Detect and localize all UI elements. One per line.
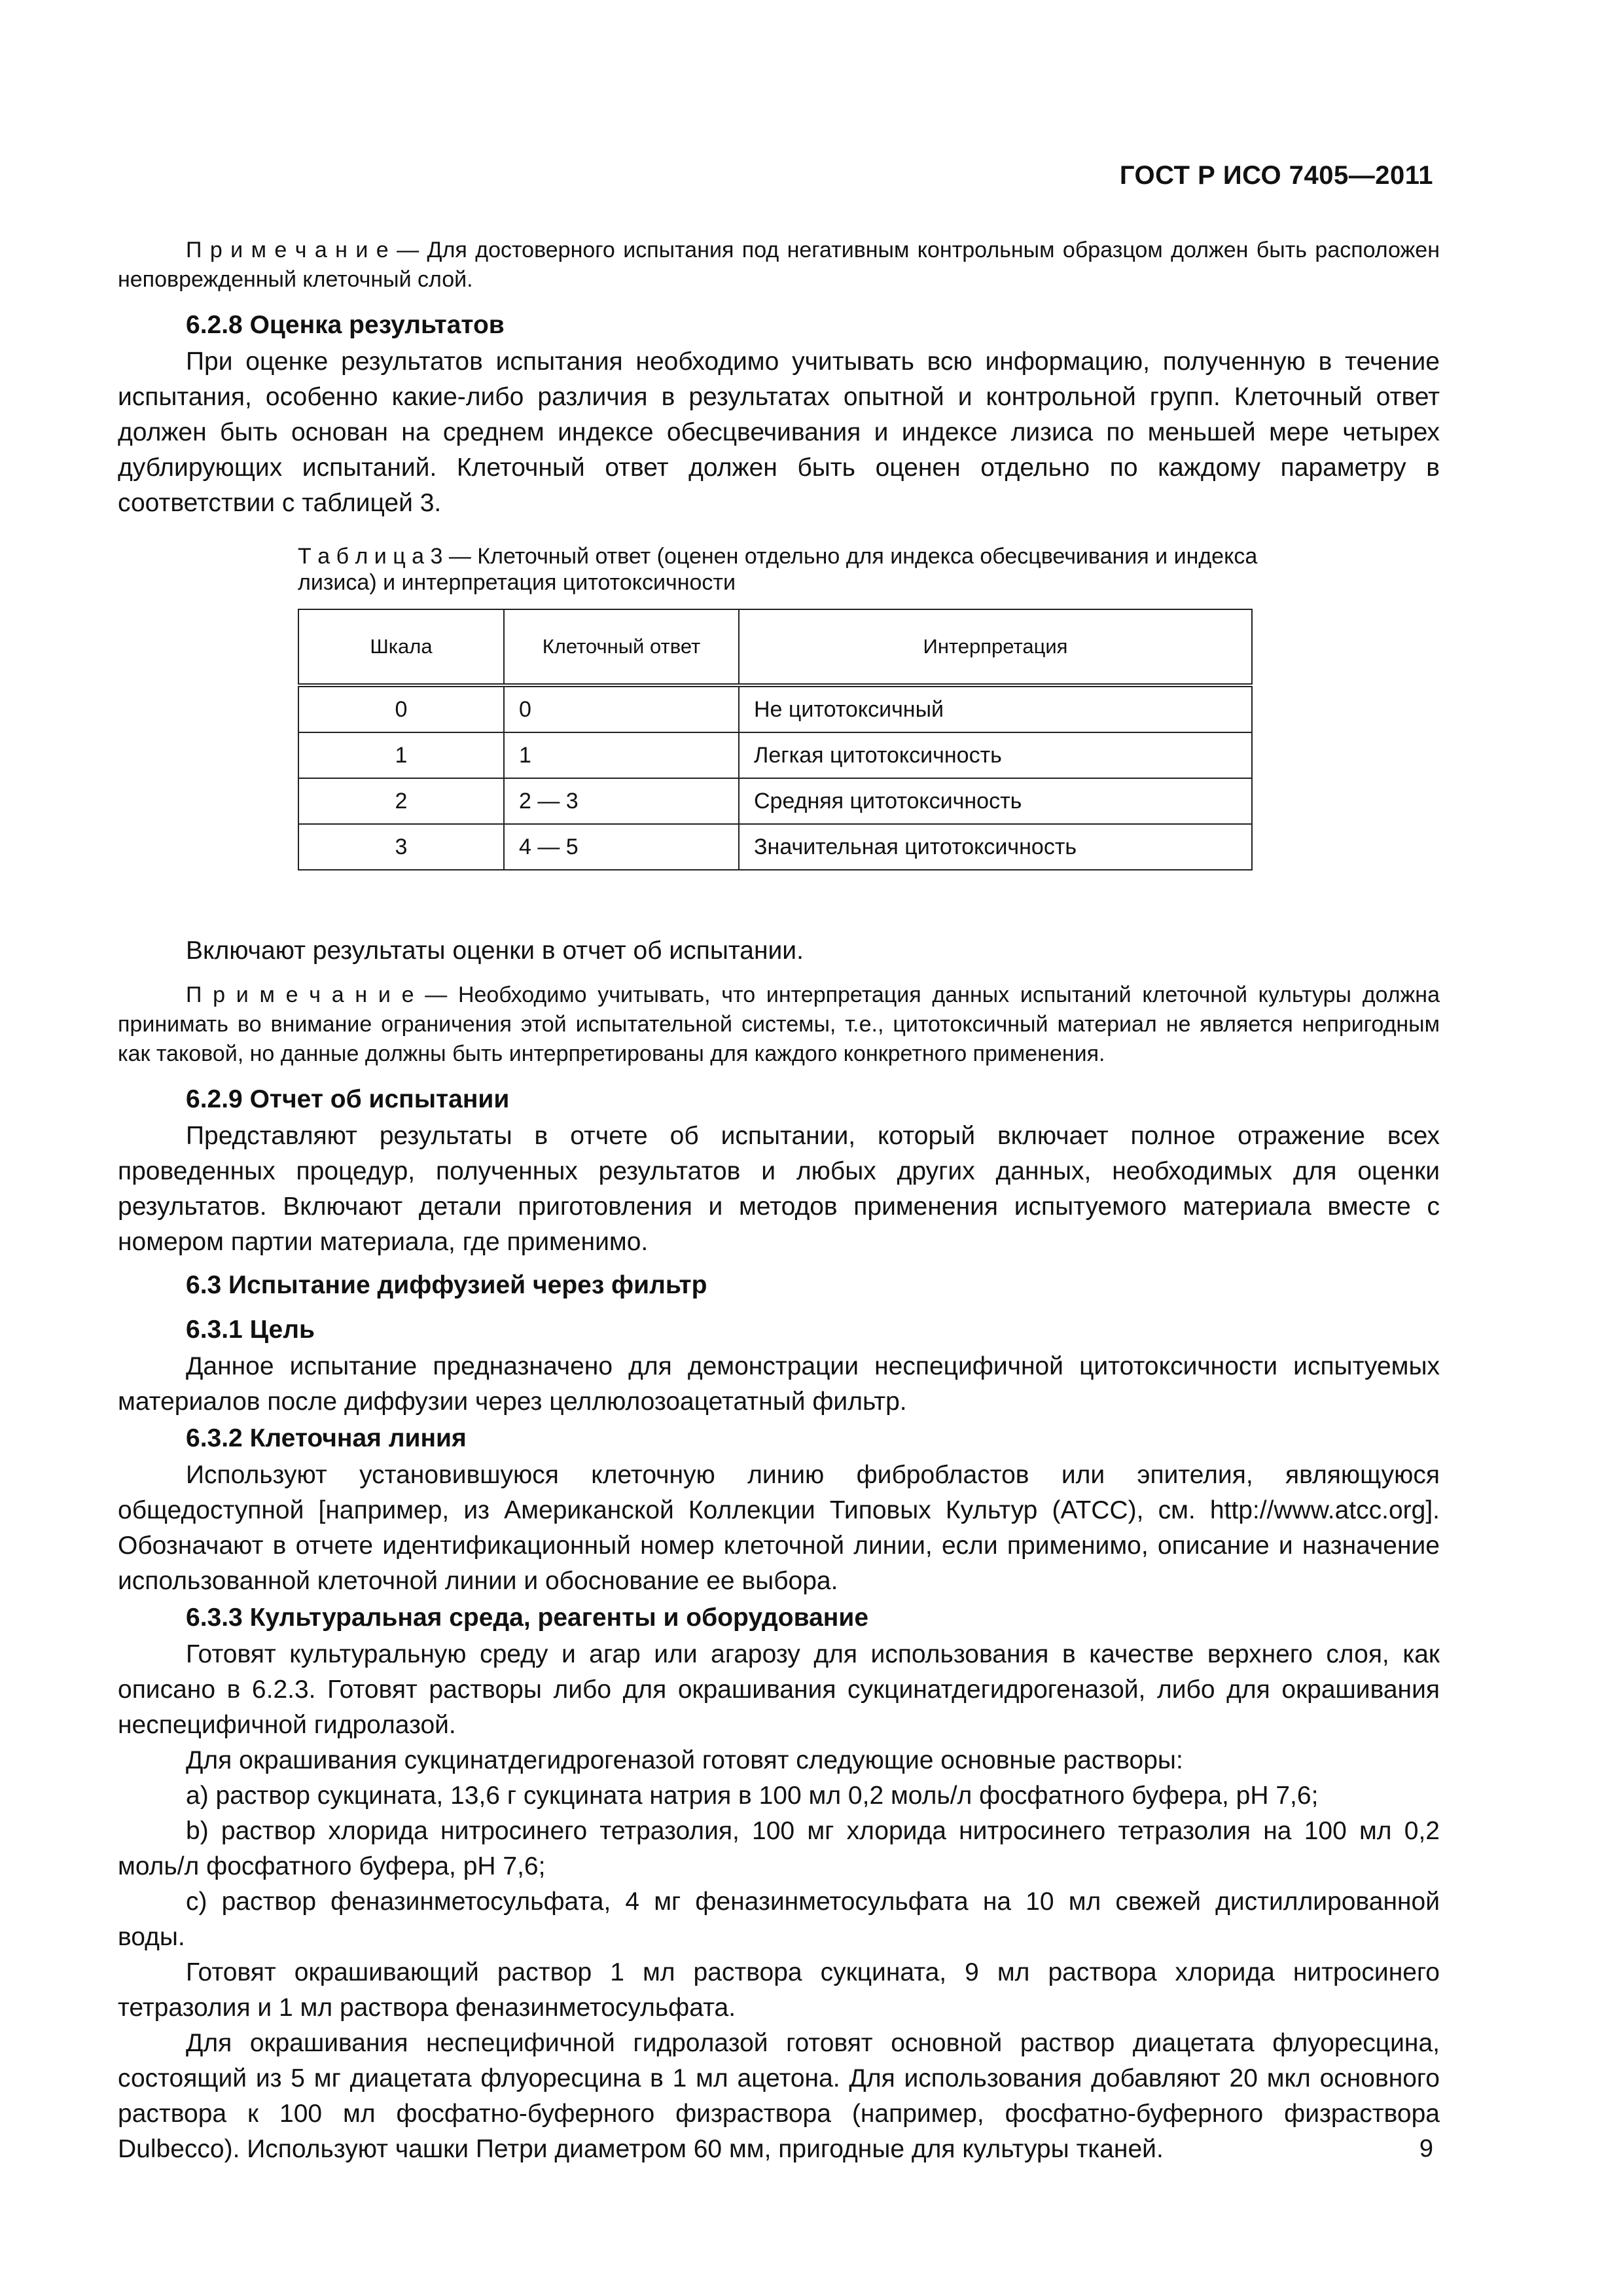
list-item-b: b) раствор хлорида нитросинего тетразолия, 100 мг хлорида нитросинего тетразолия на 100 мл 0,2 моль/л фосфатного буфера, pH 7,6; bbox=[118, 1817, 1440, 1880]
table-header-row bbox=[298, 609, 1252, 685]
section-6-2-9-title: 6.2.9 Отчет об испытании bbox=[186, 1085, 510, 1113]
list-item-a: a) раствор сукцината, 13,6 г сукцината натрия в 100 мл 0,2 моль/л фосфатного буфера, pH 7,6; bbox=[186, 1782, 1319, 1810]
list-item-c: c) раствор феназинметосульфата, 4 мг феназинметосульфата на 10 мл свежей дистиллированной воды. bbox=[118, 1888, 1440, 1951]
section-6-2-9-paragraph: Представляют результаты в отчете об испытании, который включает полное отражение всех проведенных процедур, полученных результатов и любых других данных, необходимых для оценки результатов. Включают детали приготовления и методов применения испытуемого материала вместе с номером партии материала, где применимо. bbox=[118, 1122, 1440, 1256]
table-cell-interpretation: Не цитотоксичный bbox=[739, 685, 1252, 732]
table-caption-text: 3 — Клеточный ответ (оценен отдельно для индекса обесцвечивания и индекса лизиса) и интерпретация цитотоксичности bbox=[298, 544, 1258, 595]
table-cell-interpretation: Значительная цитотоксичность bbox=[739, 824, 1252, 870]
note-2-label: П р и м е ч а н и е bbox=[186, 982, 414, 1007]
section-6-3-1-paragraph: Данное испытание предназначено для демонстрации неспецифичной цитотоксичности испытуемых материалов после диффузии через целлюлозоацетатный фильтр. bbox=[118, 1352, 1440, 1416]
table-row bbox=[298, 685, 1252, 732]
note-2 bbox=[118, 980, 1440, 1069]
note-1-text: — Для достоверного испытания под негативным контрольным образцом должен быть расположен неповрежденный клеточный слой. bbox=[118, 238, 1440, 292]
table-header-response: Клеточный ответ bbox=[504, 609, 739, 685]
table-3-caption bbox=[298, 543, 1299, 596]
table-cell-response: 4 — 5 bbox=[504, 824, 739, 870]
table-cell-response: 0 bbox=[504, 685, 739, 732]
table-row bbox=[298, 824, 1252, 870]
section-6-3-2-title: 6.3.2 Клеточная линия bbox=[186, 1424, 467, 1452]
section-6-3-title: 6.3 Испытание диффузией через фильтр bbox=[186, 1271, 707, 1299]
table-caption-label: Т а б л и ц а bbox=[298, 544, 425, 569]
table-3 bbox=[298, 609, 1253, 870]
table-cell-interpretation: Средняя цитотоксичность bbox=[739, 778, 1252, 824]
section-6-2-8-paragraph: При оценке результатов испытания необходимо учитывать всю информацию, полученную в течение испытания, особенно какие-либо различия в результатах опытной и контрольной групп. Клеточный ответ должен быть основан на среднем индексе обесцвечивания и индексе лизиса по меньшей мере четырех дублирующих испытаний. Клеточный ответ должен быть оценен отдельно по каждому параметру в соответствии с таблицей 3. bbox=[118, 348, 1440, 517]
after-table-paragraph: Включают результаты оценки в отчет об испытании. bbox=[186, 937, 804, 965]
table-cell-scale: 0 bbox=[298, 685, 504, 732]
table-cell-scale: 1 bbox=[298, 732, 504, 778]
table-row bbox=[298, 778, 1252, 824]
table-header-interpretation: Интерпретация bbox=[739, 609, 1252, 685]
section-6-3-1-title: 6.3.1 Цель bbox=[186, 1316, 315, 1344]
table-cell-scale: 2 bbox=[298, 778, 504, 824]
page-number: 9 bbox=[1419, 2135, 1433, 2162]
section-6-3-3-paragraph-1: Готовят культуральную среду и агар или агарозу для использования в качестве верхнего слоя, как описано в 6.2.3. Готовят растворы либо для окрашивания сукцинатдегидрогеназой, либо для окрашивания неспецифичной гидролазой. bbox=[118, 1640, 1440, 1739]
section-6-2-8-title: 6.2.8 Оценка результатов bbox=[186, 311, 505, 339]
section-6-3-3-paragraph-3: Готовят окрашивающий раствор 1 мл раствора сукцината, 9 мл раствора хлорида нитросинего тетразолия и 1 мл раствора феназинметосульфата. bbox=[118, 1958, 1440, 2022]
table-cell-response: 2 — 3 bbox=[504, 778, 739, 824]
note-2-text: — Необходимо учитывать, что интерпретация данных испытаний клеточной культуры должна принимать во внимание ограничения этой испытательной системы, т.е., цитотоксичный материал не является непригодным как таковой, но данные должны быть интерпретированы для каждого конкретного применения. bbox=[118, 982, 1440, 1066]
table-cell-scale: 3 bbox=[298, 824, 504, 870]
section-6-3-3-paragraph-4: Для окрашивания неспецифичной гидролазой готовят основной раствор диацетата флуоресцина, состоящий из 5 мг диацетата флуоресцина в 1 мл ацетона. Для использования добавляют 20 мкл основного раствора к 100 мл фосфатно-буферного физраствора (например, фосфатно-буферного физраствора Dulbecco). Используют чашки Петри диаметром 60 мм, пригодные для культуры тканей. bbox=[118, 2029, 1440, 2163]
section-6-3-2-paragraph: Используют установившуюся клеточную линию фибробластов или эпителия, являющуюся общедоступной [например, из Американской Коллекции Типовых Культур (АТСС), см. http://www.atcc.org]. Обозначают в отчете идентификационный номер клеточной линии, если применимо, описание и назначение использованной клеточной линии и обоснование ее выбора. bbox=[118, 1461, 1440, 1595]
note-1 bbox=[118, 236, 1440, 295]
section-6-3-3-paragraph-2: Для окрашивания сукцинатдегидрогеназой готовят следующие основные растворы: bbox=[186, 1746, 1183, 1774]
note-1-label: П р и м е ч а н и е bbox=[186, 238, 389, 262]
table-row bbox=[298, 732, 1252, 778]
table-header-scale: Шкала bbox=[298, 609, 504, 685]
document-header: ГОСТ Р ИСО 7405—2011 bbox=[1119, 161, 1433, 190]
page-content bbox=[118, 236, 1440, 2167]
table-cell-interpretation: Легкая цитотоксичность bbox=[739, 732, 1252, 778]
table-cell-response: 1 bbox=[504, 732, 739, 778]
section-6-3-3-title: 6.3.3 Культуральная среда, реагенты и оборудование bbox=[186, 1604, 869, 1632]
